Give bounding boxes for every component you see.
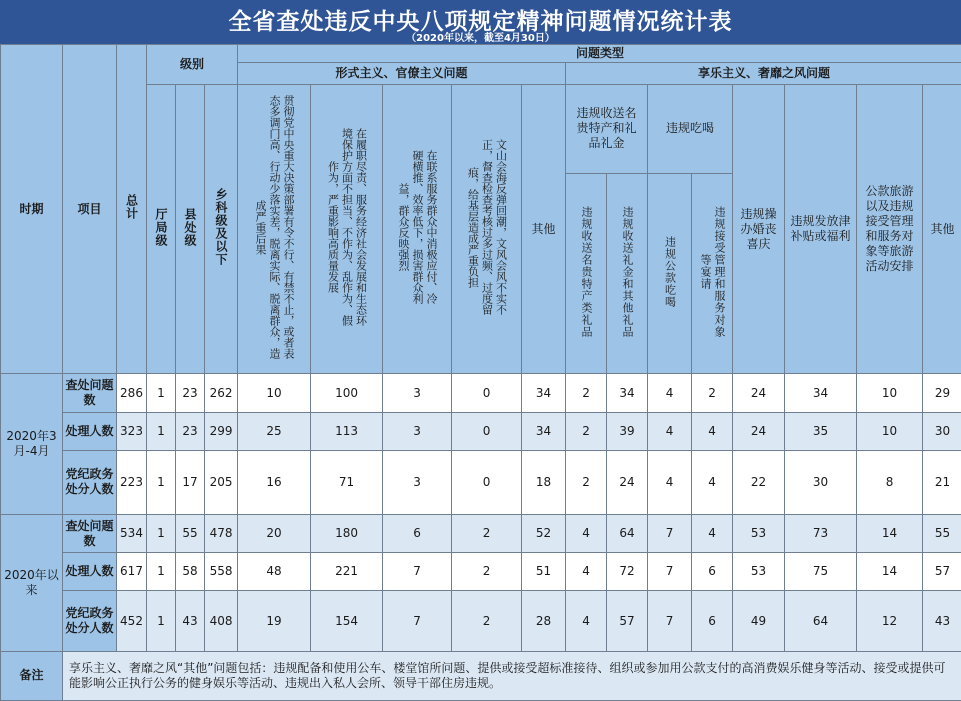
row-item-label: 处理人数 [63, 553, 117, 591]
hedonism-col-subsidies: 违规发放津补贴或福利 [785, 85, 857, 374]
value-cell: 180 [311, 515, 383, 553]
value-cell: 0 [452, 412, 522, 450]
table-row [1, 450, 961, 514]
value-cell: 4 [566, 515, 607, 553]
value-cell: 17 [176, 450, 205, 514]
total-header-text: 总计 [124, 194, 139, 221]
value-cell: 57 [607, 591, 648, 651]
value-cell: 43 [176, 591, 205, 651]
hedonism-col-weddings: 违规操办婚丧喜庆 [733, 85, 785, 374]
period-header: 时期 [1, 45, 63, 374]
value-cell: 24 [733, 374, 785, 412]
value-cell: 1 [147, 515, 176, 553]
hedonism-header: 享乐主义、奢靡之风问题 [566, 63, 961, 85]
value-cell: 2 [566, 450, 607, 514]
period-cell: 2020年以来 [1, 515, 63, 652]
value-cell: 53 [733, 515, 785, 553]
value-cell: 57 [923, 553, 961, 591]
value-cell: 71 [311, 450, 383, 514]
value-cell: 617 [117, 553, 147, 591]
table-row [1, 412, 961, 450]
value-cell: 28 [522, 591, 566, 651]
page-title: 全省查处违反中央八项规定精神问题情况统计表 [228, 9, 733, 35]
value-cell: 1 [147, 412, 176, 450]
value-cell: 154 [311, 591, 383, 651]
level-col-xian: 县处级 [176, 85, 205, 374]
value-cell: 6 [692, 553, 733, 591]
value-cell: 3 [383, 450, 452, 514]
value-cell: 3 [383, 412, 452, 450]
level-col-xiang: 乡科级及以下 [205, 85, 238, 374]
eating-col-banquet: 违规接受管理和服务对象等宴请 [692, 173, 733, 374]
item-header: 项目 [63, 45, 117, 374]
note-label: 备注 [1, 651, 63, 700]
value-cell: 286 [117, 374, 147, 412]
problem-type-header: 问题类型 [238, 45, 961, 63]
row-item-label: 处理人数 [63, 412, 117, 450]
value-cell: 8 [857, 450, 923, 514]
gifts-col-specialty: 违规收送名贵特产类礼品 [566, 173, 607, 374]
period-cell: 2020年3月-4月 [1, 374, 63, 515]
value-cell: 18 [522, 450, 566, 514]
level-col-ting: 厅局级 [147, 85, 176, 374]
formalism-col-4: 文山会海反弹回潮，文风会风不实不正，督查检查考核过多过频、过度留痕，给基层造成严重负担 [452, 85, 522, 374]
value-cell: 7 [383, 553, 452, 591]
value-cell: 64 [607, 515, 648, 553]
value-cell: 35 [785, 412, 857, 450]
value-cell: 39 [607, 412, 648, 450]
value-cell: 30 [785, 450, 857, 514]
value-cell: 2 [452, 553, 522, 591]
value-cell: 100 [311, 374, 383, 412]
value-cell: 4 [566, 553, 607, 591]
title-bar [0, 0, 961, 44]
table-row [1, 553, 961, 591]
eating-col-public: 违规公款吃喝 [648, 173, 692, 374]
note-text: 享乐主义、奢靡之风“其他”问题包括：违规配备和使用公车、楼堂馆所问题、提供或接受超标准接待、组织或参加用公款支付的高消费娱乐健身等活动、接受或提供可能影响公正执行公务的健身娱乐等活动、违规出入私人会所、领导干部住房违规。 [63, 651, 961, 700]
value-cell: 23 [176, 412, 205, 450]
statistics-table [0, 44, 961, 701]
value-cell: 48 [238, 553, 311, 591]
value-cell: 262 [205, 374, 238, 412]
value-cell: 2 [452, 591, 522, 651]
formalism-col-2: 在履职尽责、服务经济社会发展和生态环境保护方面不担当、不作为、乱作为、假作为，严重影响高质量发展 [311, 85, 383, 374]
value-cell: 34 [607, 374, 648, 412]
value-cell: 34 [785, 374, 857, 412]
hedonism-col-travel: 公款旅游以及违规接受管理和服务对象等旅游活动安排 [857, 85, 923, 374]
hedonism-col-other: 其他 [923, 85, 961, 374]
formalism-col-3: 在联系服务群众中消极应付、冷硬横推、效率低下，损害群众利益，群众反映强烈 [383, 85, 452, 374]
value-cell: 53 [733, 553, 785, 591]
table-row [1, 591, 961, 651]
formalism-header: 形式主义、官僚主义问题 [238, 63, 566, 85]
value-cell: 558 [205, 553, 238, 591]
value-cell: 478 [205, 515, 238, 553]
value-cell: 43 [923, 591, 961, 651]
value-cell: 2 [566, 412, 607, 450]
value-cell: 34 [522, 374, 566, 412]
value-cell: 12 [857, 591, 923, 651]
value-cell: 75 [785, 553, 857, 591]
value-cell: 19 [238, 591, 311, 651]
value-cell: 4 [692, 450, 733, 514]
page-subtitle: （2020年以来，截至4月30日） [406, 33, 555, 44]
value-cell: 55 [176, 515, 205, 553]
value-cell: 34 [522, 412, 566, 450]
value-cell: 0 [452, 374, 522, 412]
value-cell: 58 [176, 553, 205, 591]
value-cell: 51 [522, 553, 566, 591]
value-cell: 10 [238, 374, 311, 412]
value-cell: 534 [117, 515, 147, 553]
value-cell: 14 [857, 515, 923, 553]
value-cell: 30 [923, 412, 961, 450]
value-cell: 6 [692, 591, 733, 651]
value-cell: 6 [383, 515, 452, 553]
row-item-label: 党纪政务处分人数 [63, 450, 117, 514]
value-cell: 7 [648, 515, 692, 553]
value-cell: 4 [692, 412, 733, 450]
row-item-label: 查处问题数 [63, 374, 117, 412]
eating-group-header: 违规吃喝 [648, 85, 733, 173]
value-cell: 221 [311, 553, 383, 591]
table-row [1, 515, 961, 553]
table-row [1, 374, 961, 412]
value-cell: 16 [238, 450, 311, 514]
value-cell: 14 [857, 553, 923, 591]
value-cell: 72 [607, 553, 648, 591]
row-item-label: 查处问题数 [63, 515, 117, 553]
level-header: 级别 [147, 45, 238, 85]
value-cell: 64 [785, 591, 857, 651]
value-cell: 323 [117, 412, 147, 450]
value-cell: 4 [566, 591, 607, 651]
value-cell: 1 [147, 450, 176, 514]
value-cell: 22 [733, 450, 785, 514]
value-cell: 299 [205, 412, 238, 450]
value-cell: 10 [857, 412, 923, 450]
value-cell: 4 [692, 515, 733, 553]
value-cell: 24 [607, 450, 648, 514]
value-cell: 52 [522, 515, 566, 553]
note-row [1, 651, 961, 700]
value-cell: 1 [147, 553, 176, 591]
value-cell: 10 [857, 374, 923, 412]
value-cell: 20 [238, 515, 311, 553]
value-cell: 2 [566, 374, 607, 412]
value-cell: 23 [176, 374, 205, 412]
gifts-group-header: 违规收送名贵特产和礼品礼金 [566, 85, 648, 173]
value-cell: 55 [923, 515, 961, 553]
value-cell: 4 [648, 450, 692, 514]
row-item-label: 党纪政务处分人数 [63, 591, 117, 651]
value-cell: 1 [147, 591, 176, 651]
value-cell: 2 [692, 374, 733, 412]
value-cell: 223 [117, 450, 147, 514]
value-cell: 7 [648, 553, 692, 591]
value-cell: 49 [733, 591, 785, 651]
value-cell: 73 [785, 515, 857, 553]
value-cell: 2 [452, 515, 522, 553]
value-cell: 1 [147, 374, 176, 412]
value-cell: 205 [205, 450, 238, 514]
value-cell: 7 [383, 591, 452, 651]
formalism-col-1: 贯彻党中央重大决策部署有令不行、有禁不止，或者表态多调门高、行动少落实差，脱离实际、脱离群众，造成严重后果 [238, 85, 311, 374]
value-cell: 25 [238, 412, 311, 450]
gifts-col-cash: 违规收送礼金和其他礼品 [607, 173, 648, 374]
value-cell: 113 [311, 412, 383, 450]
formalism-col-other: 其他 [522, 85, 566, 374]
value-cell: 24 [733, 412, 785, 450]
value-cell: 4 [648, 412, 692, 450]
value-cell: 29 [923, 374, 961, 412]
value-cell: 7 [648, 591, 692, 651]
value-cell: 4 [648, 374, 692, 412]
value-cell: 3 [383, 374, 452, 412]
value-cell: 452 [117, 591, 147, 651]
value-cell: 408 [205, 591, 238, 651]
value-cell: 0 [452, 450, 522, 514]
value-cell: 21 [923, 450, 961, 514]
total-header [117, 45, 147, 374]
